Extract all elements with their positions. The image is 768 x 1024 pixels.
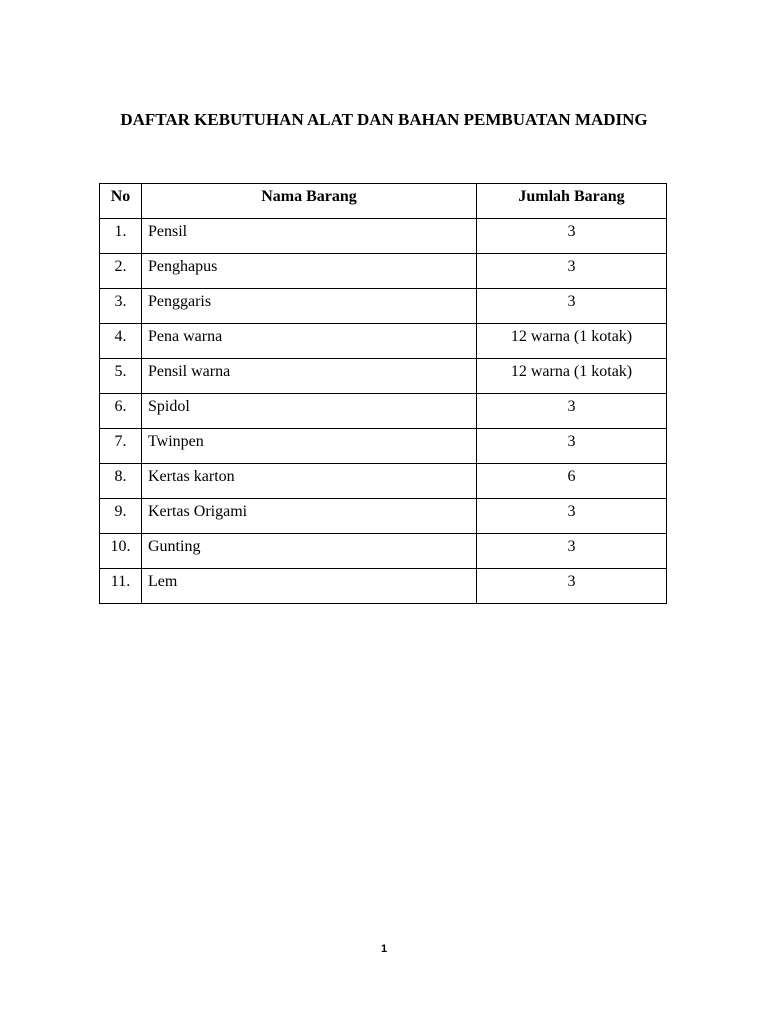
table-row	[100, 569, 667, 604]
header-no: No	[100, 184, 142, 219]
table-row	[100, 359, 667, 394]
items-table	[99, 183, 667, 604]
item-name: Twinpen	[142, 429, 477, 464]
table-row	[100, 254, 667, 289]
row-number: 9.	[100, 499, 142, 534]
table-header-row	[100, 184, 667, 219]
row-number: 1.	[100, 219, 142, 254]
table-row	[100, 464, 667, 499]
item-name: Pena warna	[142, 324, 477, 359]
row-number: 3.	[100, 289, 142, 324]
row-number: 11.	[100, 569, 142, 604]
item-quantity: 3	[477, 289, 667, 324]
row-number: 7.	[100, 429, 142, 464]
item-quantity: 3	[477, 219, 667, 254]
table-row	[100, 534, 667, 569]
item-name: Kertas karton	[142, 464, 477, 499]
table-row	[100, 429, 667, 464]
header-qty: Jumlah Barang	[477, 184, 667, 219]
item-name: Kertas Origami	[142, 499, 477, 534]
item-name: Lem	[142, 569, 477, 604]
table-row	[100, 289, 667, 324]
item-name: Penggaris	[142, 289, 477, 324]
row-number: 8.	[100, 464, 142, 499]
row-number: 6.	[100, 394, 142, 429]
item-quantity: 3	[477, 394, 667, 429]
row-number: 2.	[100, 254, 142, 289]
item-quantity: 12 warna (1 kotak)	[477, 324, 667, 359]
item-quantity: 12 warna (1 kotak)	[477, 359, 667, 394]
table-body	[100, 219, 667, 604]
table-row	[100, 324, 667, 359]
table-row	[100, 394, 667, 429]
item-name: Pensil	[142, 219, 477, 254]
item-name: Pensil warna	[142, 359, 477, 394]
table-row	[100, 219, 667, 254]
row-number: 10.	[100, 534, 142, 569]
item-quantity: 3	[477, 499, 667, 534]
item-quantity: 3	[477, 569, 667, 604]
item-quantity: 3	[477, 534, 667, 569]
page-title: DAFTAR KEBUTUHAN ALAT DAN BAHAN PEMBUATAN MADING	[120, 110, 648, 129]
item-quantity: 6	[477, 464, 667, 499]
table-row	[100, 499, 667, 534]
page-number: 1	[380, 943, 388, 955]
item-quantity: 3	[477, 254, 667, 289]
header-name: Nama Barang	[142, 184, 477, 219]
row-number: 5.	[100, 359, 142, 394]
item-name: Penghapus	[142, 254, 477, 289]
row-number: 4.	[100, 324, 142, 359]
item-quantity: 3	[477, 429, 667, 464]
item-name: Gunting	[142, 534, 477, 569]
item-name: Spidol	[142, 394, 477, 429]
